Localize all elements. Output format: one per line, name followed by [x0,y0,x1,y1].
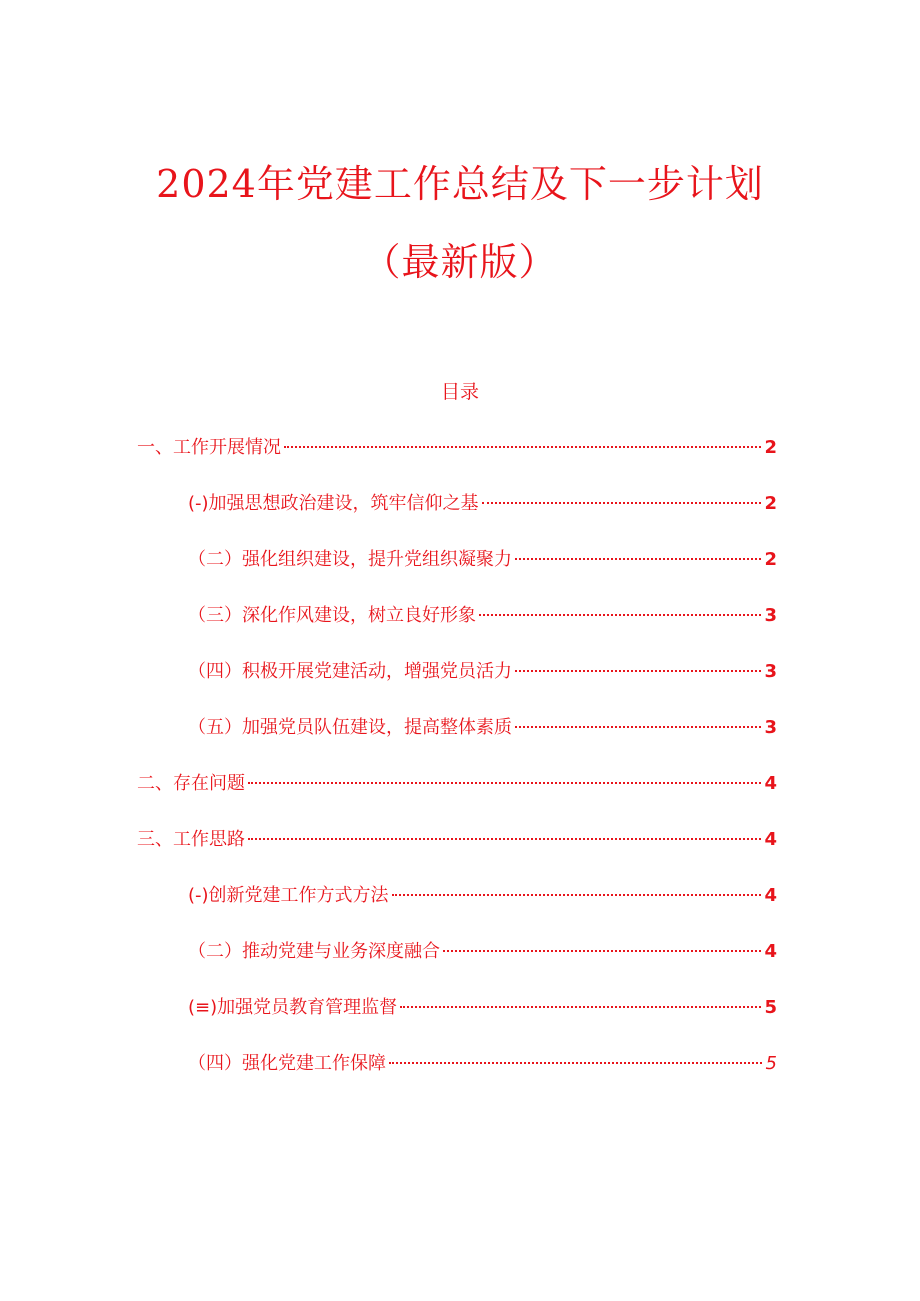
toc-entry-page: 3 [764,605,777,626]
toc-entry-section-3-1[interactable] [188,880,777,912]
toc-entry-text: 一、工作开展情况 [137,437,281,458]
toc-entry-page: 5 [765,1053,777,1074]
toc-entry-text: （二）推动党建与业务深度融合 [188,941,440,962]
toc-entry-section-2[interactable] [137,768,777,800]
toc-entry-section-3-4[interactable] [188,1048,777,1080]
dot-leader [479,613,761,616]
toc-entry-text: (-)加强思想政治建设，筑牢信仰之基 [188,493,479,514]
toc-entry-section-1-2[interactable] [188,544,777,576]
toc-entry-page: 5 [764,997,777,1018]
dot-leader [515,725,761,728]
toc-entry-section-1-5[interactable] [188,712,777,744]
dot-leader [400,1005,761,1008]
toc-entry-text: （四）积极开展党建活动，增强党员活力 [188,661,512,682]
toc-entry-text: （三）深化作风建设，树立良好形象 [188,605,476,626]
toc-entry-text: (-)创新党建工作方式方法 [188,885,389,906]
toc-entry-text: (≡)加强党员教育管理监督 [188,997,398,1018]
dot-leader [248,837,761,840]
toc-entry-section-1-3[interactable] [188,600,777,632]
toc-entry-page: 4 [764,829,777,850]
toc-entry-page: 2 [764,549,777,570]
toc-entry-page: 4 [764,941,777,962]
dot-leader [248,781,761,784]
toc-entry-page: 4 [764,773,777,794]
toc-entry-page: 3 [764,661,777,682]
toc-entry-text: 二、存在问题 [137,773,245,794]
dot-leader [284,445,761,448]
toc-entry-page: 2 [764,493,777,514]
toc-entry-text: 三、工作思路 [137,829,245,850]
toc-entry-page: 4 [764,885,777,906]
toc-entry-section-1-1[interactable] [188,488,777,520]
dot-leader [515,669,761,672]
dot-leader [443,949,761,952]
dot-leader [515,557,761,560]
dot-leader [389,1061,762,1064]
toc-entry-section-3-3[interactable] [188,992,777,1024]
toc-entry-page: 3 [764,717,777,738]
toc-entry-section-3-2[interactable] [188,936,777,968]
toc-heading: 目录 [440,381,479,403]
title-line-main: 2024年党建工作总结及下一步计划 [156,162,764,206]
toc-entry-text: （四）强化党建工作保障 [188,1053,386,1074]
toc-entry-page: 2 [764,437,777,458]
toc-entry-section-1-4[interactable] [188,656,777,688]
dot-leader [392,893,762,896]
toc-entry-text: （五）加强党员队伍建设，提高整体素质 [188,717,512,738]
toc-entry-text: （二）强化组织建设，提升党组织凝聚力 [188,549,512,570]
document-title [0,145,920,301]
toc-entry-section-3[interactable] [137,824,777,856]
toc-entry-section-1[interactable] [137,432,777,464]
dot-leader [482,501,762,504]
title-line-edition: （最新版） [362,240,558,284]
